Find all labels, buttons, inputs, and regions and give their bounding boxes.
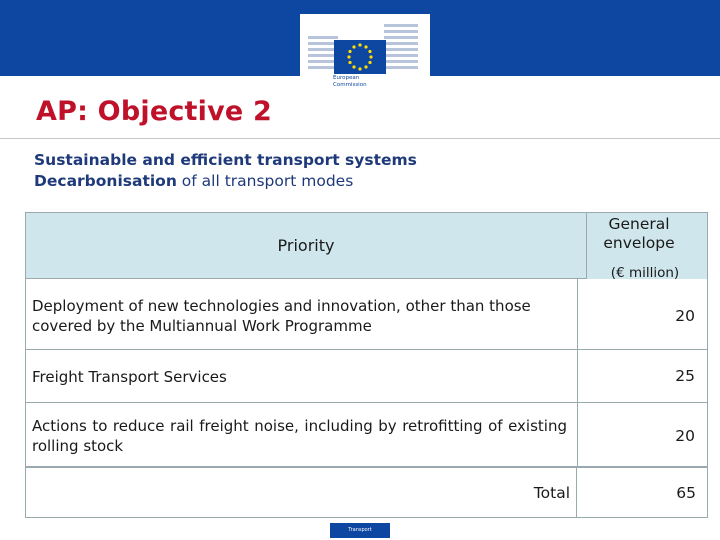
row-value: 20 [675, 427, 695, 445]
total-row [25, 467, 708, 518]
table-row [25, 403, 708, 467]
table-row [25, 350, 708, 403]
subtitle-line-2-bold: Decarbonisation [34, 172, 177, 190]
title-divider [0, 138, 720, 139]
subtitle-line-1: Sustainable and efficient transport systems [34, 151, 417, 169]
logo-line-2: Commission [333, 82, 367, 88]
row-value: 20 [675, 307, 695, 325]
row-label: Actions to reduce rail freight noise, including by retrofitting of existing rolling stock [32, 417, 567, 455]
subtitle [34, 150, 417, 192]
logo-wordmark [333, 75, 393, 89]
total-value: 65 [676, 484, 696, 502]
row-label: Freight Transport Services [32, 368, 227, 386]
envelope-header: General envelope [603, 215, 675, 252]
subtitle-line-2-rest: of all transport modes [176, 172, 354, 190]
priority-header: Priority [277, 236, 335, 255]
row-label: Deployment of new technologies and innovation, other than those covered by the Multiannual Work Programme [32, 297, 531, 335]
table-row [25, 279, 708, 350]
transport-badge: Transport [330, 523, 390, 538]
row-value: 25 [675, 367, 695, 385]
total-label-cell [25, 467, 577, 518]
total-label: Total [533, 484, 570, 502]
european-commission-logo [300, 14, 430, 100]
logo-line-1: European [333, 75, 360, 81]
unit-label: (€ million) [610, 265, 680, 281]
page-title: AP: Objective 2 [36, 96, 272, 127]
